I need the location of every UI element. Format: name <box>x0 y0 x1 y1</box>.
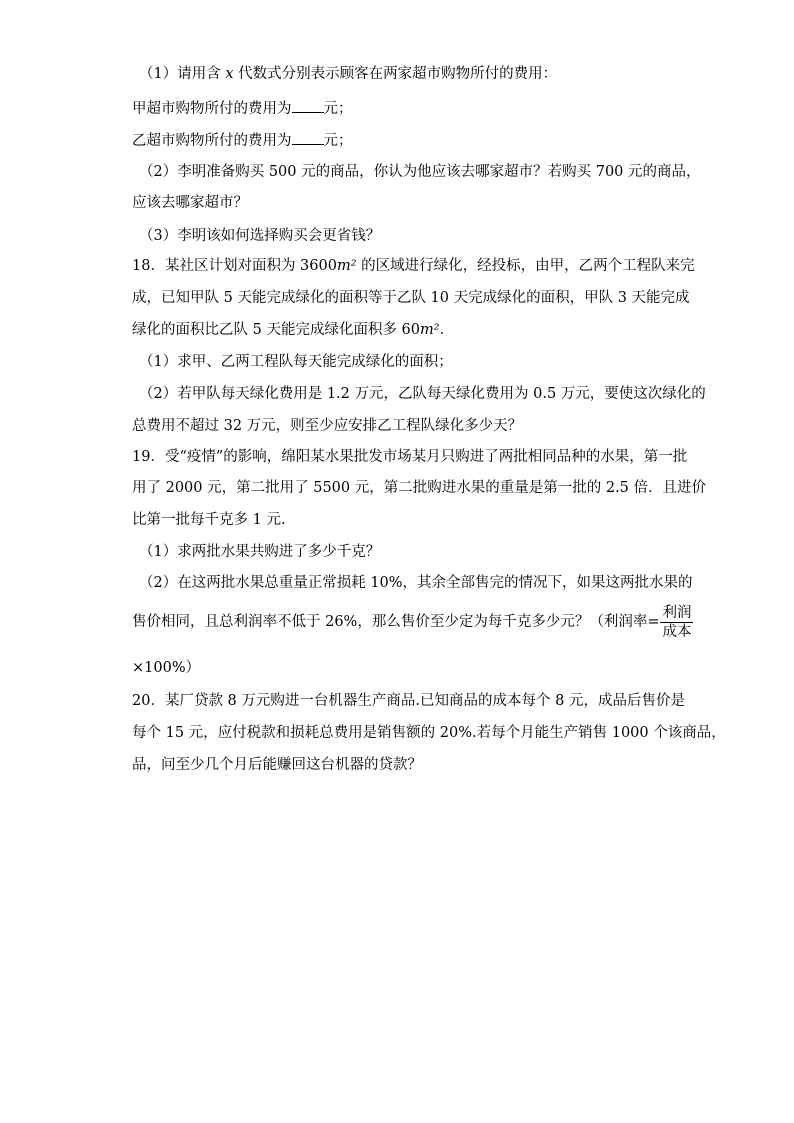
q18-line3-a: 绿化的面积比乙队 5 天能完成绿化面积多 60 <box>132 322 421 338</box>
q20-line1: 20．某厂贷款 8 万元购进一台机器生产商品.已知商品的成本每个 8 元，成品后售价是 <box>132 693 685 709</box>
q18-line1-b: 的区域进行绿化，经投标，由甲，乙两个工程队来完 <box>356 258 695 274</box>
q18-part1: （1）求甲、乙两工程队每天能完成绿化的面积； <box>139 354 453 370</box>
q17-jia-line <box>132 98 353 119</box>
answer-blank <box>292 98 324 113</box>
q17-part1-suffix: 代数式分别表示顾客在两家超市购物所付的费用： <box>233 66 558 82</box>
q19-line3: 比第一批每千克多 1 元． <box>132 512 296 528</box>
q18-line2: 成，已知甲队 5 天能完成绿化的面积等于乙队 10 天完成绿化的面积，甲队 3 天能完成 <box>132 290 690 306</box>
q17-yi-suffix: 元； <box>323 133 353 149</box>
q17-part1 <box>139 64 557 84</box>
q20-line3: 品，问至少几个月后能赚回这台机器的贷款？ <box>132 757 422 773</box>
q19-line1: 19．受“疫情”的影响，绵阳某水果批发市场某月只购进了两批相同品种的水果，第一批 <box>132 449 688 465</box>
fraction-denominator: 成本 <box>662 623 692 640</box>
q18-line3-b: ． <box>439 322 455 338</box>
q18-line3 <box>132 320 454 340</box>
profit-rate-fraction <box>660 604 693 641</box>
answer-blank <box>292 130 324 145</box>
q19-part2-line1: （2）在这两批水果总重量正常损耗 10%，其余全部售完的情况下，如果这两批水果的 <box>139 575 693 591</box>
q18-line1-a: 18．某社区计划对面积为 3600 <box>132 258 337 274</box>
q17-part2-line2: 应该去哪家超市？ <box>132 195 248 211</box>
q19-part2-line2-text: 售价相同，且总利润率不低于 26%，那么售价至少定为每千克多少元？（利润率= <box>132 614 660 630</box>
q17-part1-prefix: （1）请用含 <box>139 66 226 82</box>
q20-line2: 每个 15 元，应付税款和损耗总费用是销售额的 20%.若每个月能生产销售 1000 个该商品， <box>132 725 726 741</box>
q17-jia-suffix: 元； <box>323 101 353 117</box>
q19-line2: 用了 2000 元，第二批用了 5500 元，第二批购进水果的重量是第一批的 2.5 倍．且进价 <box>132 480 707 496</box>
q17-yi-line <box>132 130 353 151</box>
q18-part2-line1: （2）若甲队每天绿化费用是 1.2 万元，乙队每天绿化费用为 0.5 万元，要使这次绿化的 <box>139 386 706 402</box>
q18-line1 <box>132 256 695 276</box>
q17-part2-line1: （2）李明准备购买 500 元的商品，你认为他应该去哪家超市？若购买 700 元的商品， <box>139 164 701 180</box>
q17-jia-prefix: 甲超市购物所付的费用为 <box>132 101 292 117</box>
fraction-numerator: 利润 <box>662 604 692 621</box>
q18-unit: m² <box>336 258 357 274</box>
q19-part2-line2 <box>132 602 694 642</box>
q18-unit: m² <box>420 322 440 338</box>
q17-part3: （3）李明该如何选择购买会更省钱？ <box>139 228 381 244</box>
q19-part2-line3: ×100%） <box>132 660 201 676</box>
q17-yi-prefix: 乙超市购物所付的费用为 <box>132 133 292 149</box>
q17-part1-variable: x <box>225 66 234 82</box>
q19-part1: （1）求两批水果共购进了多少千克？ <box>139 544 381 560</box>
q18-part2-line2: 总费用不超过 32 万元，则至少应安排乙工程队绿化多少天？ <box>132 418 523 434</box>
